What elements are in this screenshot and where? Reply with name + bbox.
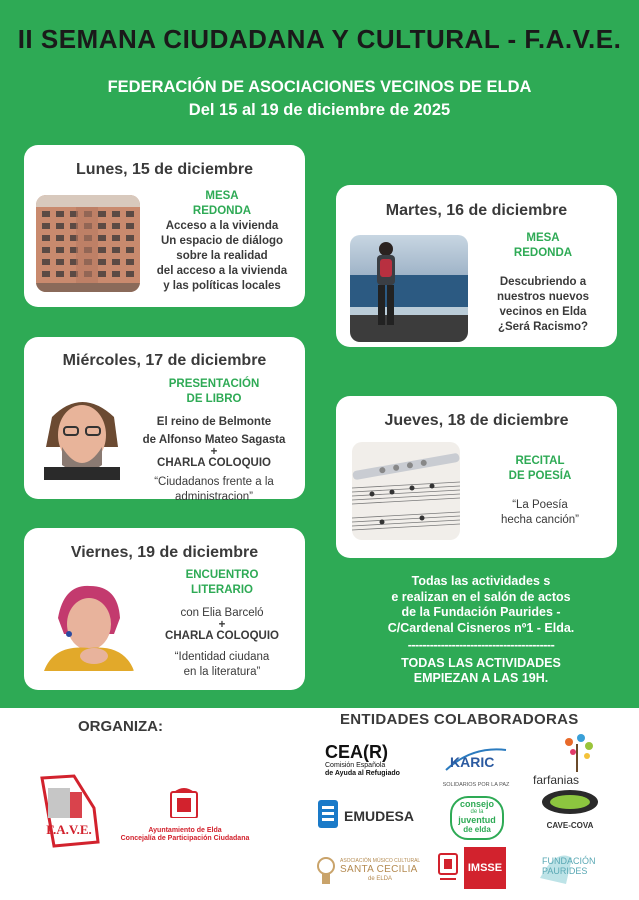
event-card-friday (24, 528, 305, 690)
karic-logo: KARIC SOLIDARIOS POR LA PAZ (442, 744, 510, 788)
organiza-label: ORGANIZA: (78, 718, 163, 735)
cear-logo: CEA(R) Comisión Española de Ayuda al Refugiado (325, 742, 400, 777)
speaker-portrait-photo (34, 578, 141, 671)
ayuntamiento-elda-logo: Ayuntamiento de Elda Concejalía de Participación Ciudadana (110, 786, 260, 846)
consejo-juventud-logo: consejo de la juventud de elda (450, 796, 504, 840)
santa-cecilia-logo: ASOCIACIÓN MÚSICO CULTURAL SANTA CECILIA de ELDA (316, 856, 426, 892)
event-day: Lunes, 15 de diciembre (76, 161, 253, 178)
event-description: ENCUENTRO LITERARIO con Elia Barceló + CHARLA COLOQUIO “Identidad ciudana en la literatura” (165, 569, 279, 678)
apartment-building-photo (36, 195, 140, 292)
imsse-logo: IMSSE (464, 847, 506, 889)
emudesa-logo: EMUDESA (318, 800, 418, 836)
event-card-monday (24, 145, 305, 307)
event-card-wednesday (24, 337, 305, 503)
event-day: Miércoles, 17 de diciembre (62, 352, 267, 369)
event-description: RECITAL DE POESÍA “La Poesía hecha canción” (501, 455, 579, 526)
event-card-tuesday (336, 185, 617, 347)
event-dates: Del 15 al 19 de diciembre de 2025 (188, 101, 451, 119)
event-day: Jueves, 18 de diciembre (384, 412, 569, 429)
sponsors-footer (0, 708, 639, 900)
event-description: MESA REDONDA Descubriendo a nuestros nuevos vecinos en Elda ¿Será Racismo? (496, 232, 590, 333)
ayuntamiento-small-logo (437, 848, 459, 888)
event-description: PRESENTACIÓN DE LIBRO El reino de Belmonte de Alfonso Mateo Sagasta + CHARLA COLOQUIO “Ciudadanos frente a la administracion” (142, 378, 286, 503)
collaborators-label: ENTIDADES COLABORADORAS (340, 711, 579, 728)
fave-logo: F.A.V.E. (34, 768, 104, 848)
fundacion-paurides-logo: FUNDACIÓN PAURIDES (536, 848, 604, 892)
organization-name: FEDERACIÓN DE ASOCIACIONES VECINOS DE ELDA (107, 78, 532, 96)
farfanias-logo: farfanias (533, 732, 601, 788)
poster-title: II SEMANA CIUDADANA Y CULTURAL - F.A.V.E. (17, 24, 622, 54)
author-portrait-photo (34, 387, 130, 480)
event-card-thursday (336, 396, 617, 558)
flute-sheet-music-photo (352, 442, 460, 540)
event-day: Viernes, 19 de diciembre (70, 544, 259, 561)
cave-cova-logo: CAVE-COVA (532, 788, 608, 838)
venue-info: Todas las actividades s e realizan en el salón de actos de la Fundación Paurides - C/Cardenal Cisneros nº1 - Elda. ---------------------------------------- TODAS LAS ACTIVIDADES EMPIEZAN A LAS 19H. (387, 574, 575, 685)
event-description: MESA REDONDA Acceso a la vivienda Un espacio de diálogo sobre la realidad del acceso a la vivienda y las políticas locales (156, 190, 288, 292)
man-at-sea-photo (350, 235, 468, 342)
event-day: Martes, 16 de diciembre (385, 202, 568, 219)
